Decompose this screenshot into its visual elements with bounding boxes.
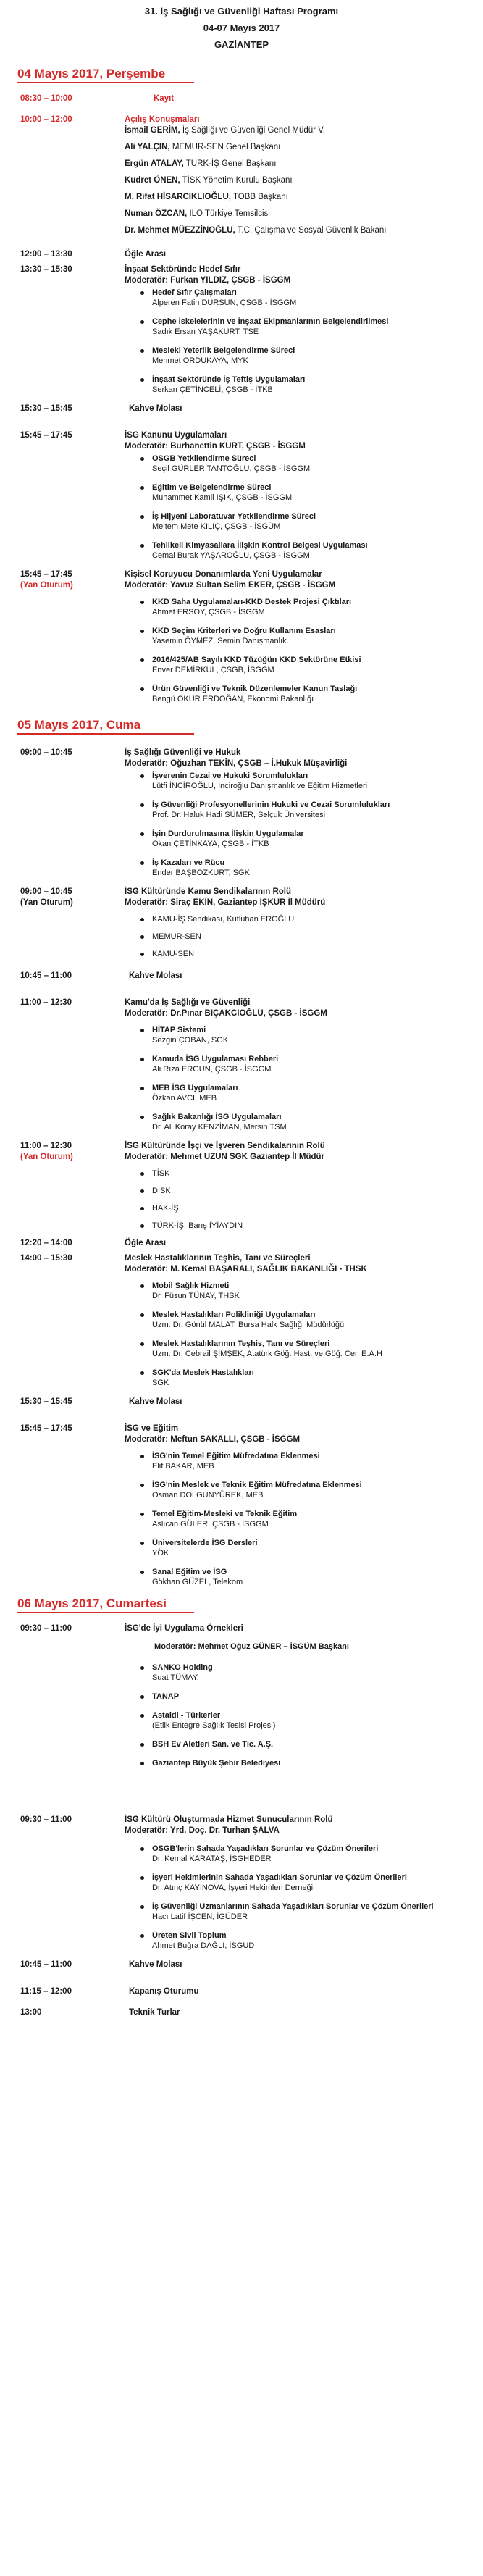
talk-speaker: Gökhan GÜZEL, Telekom xyxy=(152,1578,243,1586)
entry-title: İSG Kanunu Uygulamaları xyxy=(125,431,227,440)
talk-title: MEB İSG Uygulamaları xyxy=(152,1084,238,1092)
talk-speaker: Uzm. Dr. Cebrail ŞİMŞEK, Atatürk Göğ. Hast. ve Göğ. Cer. E.A.H xyxy=(152,1350,382,1358)
talk-title: İş Kazaları ve Rücu xyxy=(152,858,225,867)
entry-title: Kapanış Oturumu xyxy=(129,1987,199,1996)
entry-time: 15:30 – 15:45 xyxy=(20,404,72,413)
talk-list xyxy=(125,1281,469,1388)
talk-item xyxy=(152,1083,469,1103)
schedule-entry xyxy=(20,1141,483,1238)
speaker-name: M. Rifat HİSARCIKLIOĞLU, xyxy=(125,193,231,201)
talk-title: BSH Ev Aletleri San. ve Tic. A.Ş. xyxy=(152,1740,274,1749)
talk-title: Kamuda İSG Uygulaması Rehberi xyxy=(152,1055,279,1063)
talk-item xyxy=(152,771,469,791)
schedule-entry xyxy=(20,569,483,713)
talk-speaker: Elif BAKAR, MEB xyxy=(152,1462,214,1471)
talk-item xyxy=(152,626,469,646)
talk-item: MEMUR-SEN xyxy=(152,932,469,942)
opening-speaker xyxy=(125,125,469,136)
program-city: GAZİANTEP xyxy=(214,39,269,50)
entry-title: Öğle Arası xyxy=(125,1239,167,1247)
speaker-role: MEMUR-SEN Genel Başkanı xyxy=(169,143,281,151)
talk-item xyxy=(152,1281,469,1301)
talk-speaker: Ahmet ERSOY, ÇSGB - İSGGM xyxy=(152,608,265,616)
talk-speaker: Mehmet ORDUKAYA, MYK xyxy=(152,356,248,365)
schedule-entry xyxy=(20,264,483,403)
talk-title: KKD Saha Uygulamaları-KKD Destek Projesi Çıktıları xyxy=(152,598,352,606)
talk-speaker: Enver DEMİRKUL, ÇSGB, İSGGM xyxy=(152,666,274,674)
entry-title: İSG'de İyi Uygulama Örnekleri xyxy=(125,1624,243,1633)
entry-title: İSG ve Eğitim xyxy=(125,1424,179,1433)
entry-title: İnşaat Sektöründe Hedef Sıfır xyxy=(125,265,241,274)
entry-title: Açılış Konuşmaları xyxy=(125,115,200,124)
entry-time: 09:00 – 10:45 xyxy=(20,748,72,757)
talk-title: Ürün Güvenliği ve Teknik Düzenlemeler Kanun Taslağı xyxy=(152,685,358,693)
talk-item xyxy=(152,1567,469,1587)
talk-speaker: Ahmet Buğra DAĞLI, İSGUD xyxy=(152,1941,255,1950)
talk-speaker: Sezgin ÇOBAN, SGK xyxy=(152,1036,229,1045)
side-session-note: (Yan Oturum) xyxy=(20,1153,73,1161)
entry-title: Kişisel Koruyucu Donanımlarda Yeni Uygulamalar xyxy=(125,570,322,579)
side-session-note: (Yan Oturum) xyxy=(20,898,73,907)
entry-time: 15:30 – 15:45 xyxy=(20,1397,72,1406)
talk-item xyxy=(152,288,469,308)
talk-title: Üreten Sivil Toplum xyxy=(152,1931,227,1940)
schedule-entry xyxy=(20,430,483,569)
talk-speaker: Okan ÇETİNKAYA, ÇSGB - İTKB xyxy=(152,840,269,848)
talk-item xyxy=(152,1758,469,1768)
talk-title: KKD Seçim Kriterleri ve Doğru Kullanım Esasları xyxy=(152,627,336,635)
talk-title: İşin Durdurulmasına İlişkin Uygulamalar xyxy=(152,829,304,838)
side-session-note: (Yan Oturum) xyxy=(20,581,73,590)
talk-speaker: Ender BAŞBOZKURT, SGK xyxy=(152,869,250,877)
schedule-entry xyxy=(20,2007,483,2018)
day2-heading: 05 Mayıs 2017, Cuma xyxy=(17,717,194,735)
talk-title: TANAP xyxy=(152,1692,180,1701)
entry-title: Kayıt xyxy=(154,94,175,103)
schedule-entry xyxy=(20,1423,483,1596)
talk-item: HAK-İŞ xyxy=(152,1203,469,1213)
talk-list xyxy=(125,1451,469,1587)
moderator: Moderatör: Meftun SAKALLI, ÇSGB - İSGGM xyxy=(125,1435,301,1444)
talk-item: KAMU-İŞ Sendikası, Kutluhan EROĞLU xyxy=(152,914,469,924)
talk-speaker: Özkan AVCI, MEB xyxy=(152,1094,217,1103)
program-dates: 04-07 Mayıs 2017 xyxy=(203,22,280,33)
talk-list xyxy=(125,771,469,878)
entry-title: Kamu'da İş Sağlığı ve Güvenliği xyxy=(125,998,251,1007)
talk-item xyxy=(152,482,469,503)
talk-speaker: Prof. Dr. Haluk Hadi SÜMER, Selçuk Üniversitesi xyxy=(152,811,326,819)
speaker-role: İş Sağlığı ve Güvenliği Genel Müdür V. xyxy=(180,126,325,135)
entry-time: 10:00 – 12:00 xyxy=(20,115,72,124)
entry-time: 15:45 – 17:45 xyxy=(20,1424,72,1433)
talk-title: İSG'nin Temel Eğitim Müfredatına Eklenmesi xyxy=(152,1452,320,1460)
schedule-entry xyxy=(20,1253,483,1397)
speaker-name: Dr. Mehmet MÜEZZİNOĞLU, xyxy=(125,226,235,235)
talk-item xyxy=(152,1368,469,1388)
talk-item xyxy=(152,655,469,675)
schedule-entry xyxy=(20,93,483,104)
moderator: Moderatör: Furkan YILDIZ, ÇSGB - İSGGM xyxy=(125,276,291,285)
talk-title: OSGB Yetkilendirme Süreci xyxy=(152,454,256,463)
entry-time: 13:00 xyxy=(20,2008,42,2017)
entry-time: 09:30 – 11:00 xyxy=(20,1815,72,1824)
schedule-entry xyxy=(20,1623,483,1634)
entry-title: İSG Kültüründe İşçi ve İşveren Sendikalarının Rolü xyxy=(125,1142,325,1150)
talk-item xyxy=(152,1844,469,1864)
talk-item xyxy=(152,1710,469,1731)
talk-speaker: (Etlik Entegre Sağlık Tesisi Projesi) xyxy=(152,1721,276,1730)
talk-title: İş Güvenliği Profesyonellerinin Hukuki ve Cezai Sorumlulukları xyxy=(152,800,390,809)
talk-item xyxy=(152,1310,469,1330)
opening-speaker xyxy=(125,142,469,153)
schedule-entry xyxy=(20,249,483,260)
schedule-entry-items xyxy=(20,1652,483,1777)
schedule-entry xyxy=(20,1815,483,1960)
opening-speaker xyxy=(125,225,469,236)
entry-time: 15:45 – 17:45 xyxy=(20,570,72,579)
speaker-role: TÜRK-İŞ Genel Başkanı xyxy=(183,159,277,168)
talk-title: SGK'da Meslek Hastalıkları xyxy=(152,1368,254,1377)
talk-speaker: Suat TÜMAY, xyxy=(152,1673,199,1682)
talk-item xyxy=(152,800,469,820)
talk-title: Mobil Sağlık Hizmeti xyxy=(152,1281,230,1290)
talk-title: İş Hijyeni Laboratuvar Yetkilendirme Süreci xyxy=(152,512,316,521)
talk-list xyxy=(125,1025,469,1132)
moderator: Moderatör: Dr.Pınar BIÇAKCIOĞLU, ÇSGB - İSGGM xyxy=(125,1009,327,1018)
talk-title: OSGB'lerin Sahada Yaşadıkları Sorunlar ve Çözüm Önerileri xyxy=(152,1844,379,1853)
day1-heading: 04 Mayıs 2017, Perşembe xyxy=(17,66,194,83)
speaker-name: İsmail GERİM, xyxy=(125,126,180,135)
moderator: Moderatör: Oğuzhan TEKİN, ÇSGB – İ.Hukuk Müşavirliği xyxy=(125,759,348,768)
talk-item xyxy=(152,1739,469,1749)
talk-title: İşyeri Hekimlerinin Sahada Yaşadıkları Sorunlar ve Çözüm Önerileri xyxy=(152,1873,407,1882)
opening-speaker xyxy=(125,209,469,219)
talk-title: Tehlikeli Kimyasallara İlişkin Kontrol Belgesi Uygulaması xyxy=(152,541,368,550)
talk-item xyxy=(152,1691,469,1702)
talk-speaker: Ali Rıza ERGUN, ÇSGB - İSGGM xyxy=(152,1065,272,1074)
talk-title: Meslek Hastalıkları Polikliniği Uygulamaları xyxy=(152,1310,316,1319)
opening-speaker xyxy=(125,192,469,203)
entry-time: 11:00 – 12:30 xyxy=(20,1142,72,1150)
entry-title: Kahve Molası xyxy=(129,971,182,980)
entry-title: Teknik Turlar xyxy=(129,2008,180,2017)
talk-speaker: Dr. Füsun TÜNAY, THSK xyxy=(152,1292,240,1300)
speaker-role: TOBB Başkanı xyxy=(230,193,288,201)
talk-speaker: Yasemin ÖYMEZ, Semin Danışmanlık. xyxy=(152,637,289,645)
talk-speaker: Aslıcan GÜLER, ÇSGB - İSGGM xyxy=(152,1520,269,1529)
talk-speaker: Hacı Latif İŞCEN, İGÜDER xyxy=(152,1912,248,1921)
talk-list xyxy=(125,597,469,704)
moderator: Moderatör: Siraç EKİN, Gaziantep İŞKUR İl Müdürü xyxy=(125,898,326,907)
talk-title: İSG'nin Meslek ve Teknik Eğitim Müfredatına Eklenmesi xyxy=(152,1481,362,1489)
talk-title: Sağlık Bakanlığı İSG Uygulamaları xyxy=(152,1113,282,1121)
talk-item xyxy=(152,540,469,561)
talk-item xyxy=(152,1054,469,1074)
talk-title: Mesleki Yeterlik Belgelendirme Süreci xyxy=(152,346,295,355)
talk-speaker: Bengü OKUR ERDOĞAN, Ekonomi Bakanlığı xyxy=(152,695,314,703)
talk-speaker: Sadık Ersan YAŞAKURT, TSE xyxy=(152,327,259,336)
talk-title: İşverenin Cezai ve Hukuki Sorumlulukları xyxy=(152,771,308,780)
moderator: Moderatör: Yavuz Sultan Selim EKER, ÇSGB - İSGGM xyxy=(125,581,336,590)
talk-speaker: Cemal Burak YAŞAROĞLU, ÇSGB - İSGGM xyxy=(152,551,310,560)
day3-heading: 06 Mayıs 2017, Cumartesi xyxy=(17,1596,194,1613)
talk-title: Meslek Hastalıklarının Teşhis, Tanı ve Süreçleri xyxy=(152,1339,330,1348)
entry-time: 15:45 – 17:45 xyxy=(20,431,72,440)
speaker-list xyxy=(20,125,483,242)
entry-title: Kahve Molası xyxy=(129,404,182,413)
talk-item xyxy=(152,346,469,366)
speaker-role: T.C. Çalışma ve Sosyal Güvenlik Bakanı xyxy=(235,226,387,235)
schedule-entry xyxy=(20,1238,483,1249)
talk-item xyxy=(152,1480,469,1500)
speaker-name: Ergün ATALAY, xyxy=(125,159,184,168)
schedule-entry xyxy=(20,1397,483,1408)
entry-time: 11:15 – 12:00 xyxy=(20,1987,72,1996)
talk-speaker: Dr. Ali Koray KENZİMAN, Mersin TSM xyxy=(152,1123,287,1132)
schedule-entry xyxy=(20,887,483,966)
entry-time: 14:00 – 15:30 xyxy=(20,1254,72,1263)
entry-title: Kahve Molası xyxy=(129,1960,182,1969)
talk-title: 2016/425/AB Sayılı KKD Tüzüğün KKD Sektörüne Etkisi xyxy=(152,656,361,664)
moderator: Moderatör: Yrd. Doç. Dr. Turhan ŞALVA xyxy=(125,1826,280,1835)
talk-item xyxy=(152,1873,469,1893)
moderator: Moderatör: M. Kemal BAŞARALI, SAĞLIK BAKANLIĞI - THSK xyxy=(125,1265,367,1274)
entry-title: İş Sağlığı Güvenliği ve Hukuk xyxy=(125,748,241,757)
talk-item xyxy=(152,597,469,617)
talk-item xyxy=(152,375,469,395)
talk-title: Cephe İskelelerinin ve İnşaat Ekipmanlarının Belgelendirilmesi xyxy=(152,317,389,326)
talk-list xyxy=(125,453,469,561)
talk-title: HİTAP Sistemi xyxy=(152,1026,206,1034)
talk-title: Temel Eğitim-Mesleki ve Teknik Eğitim xyxy=(152,1510,298,1518)
talk-title: İnşaat Sektöründe İş Teftiş Uygulamaları xyxy=(152,375,306,384)
entry-time: 13:30 – 15:30 xyxy=(20,265,72,274)
schedule-entry xyxy=(20,971,483,982)
speaker-role: ILO Türkiye Temsilcisi xyxy=(187,209,270,218)
talk-item: DİSK xyxy=(152,1186,469,1196)
moderator: Moderatör: Mehmet Oğuz GÜNER – İSGÜM Başkanı xyxy=(154,1642,349,1651)
talk-title: Üniversitelerde İSG Dersleri xyxy=(152,1539,258,1547)
program-title: 31. İş Sağlığı ve Güvenliği Haftası Programı xyxy=(144,6,339,17)
talk-list xyxy=(125,1844,469,1951)
talk-item xyxy=(152,453,469,474)
talk-item xyxy=(152,1663,469,1683)
talk-item: TÜRK-İŞ, Barış İYİAYDIN xyxy=(152,1221,469,1231)
talk-item xyxy=(152,1025,469,1045)
entry-time: 09:00 – 10:45 xyxy=(20,887,72,896)
talk-item: KAMU-SEN xyxy=(152,949,469,959)
speaker-name: Kudret ÖNEN, xyxy=(125,176,180,185)
entry-title: Öğle Arası xyxy=(125,250,167,259)
entry-title: İSG Kültüründe Kamu Sendikalarının Rolü xyxy=(125,887,292,896)
speaker-name: Numan ÖZCAN, xyxy=(125,209,188,218)
opening-speaker xyxy=(125,175,469,186)
talk-title: SANKO Holding xyxy=(152,1663,213,1672)
schedule-entry xyxy=(20,403,483,414)
talk-speaker: Alperen Fatih DURSUN, ÇSGB - İSGGM xyxy=(152,298,297,307)
schedule-entry xyxy=(20,114,483,125)
entry-time: 10:45 – 11:00 xyxy=(20,971,72,980)
talk-item xyxy=(152,317,469,337)
entry-time: 12:00 – 13:30 xyxy=(20,250,72,259)
talk-title: Astaldi - Türkerler xyxy=(152,1711,221,1720)
talk-item xyxy=(152,1339,469,1359)
entry-time: 12:20 – 14:00 xyxy=(20,1239,72,1247)
talk-item: TİSK xyxy=(152,1168,469,1179)
talk-speaker: YÖK xyxy=(152,1549,169,1557)
talk-speaker: Serkan ÇETİNCELİ, ÇSGB - İTKB xyxy=(152,385,273,394)
talk-list xyxy=(125,1663,469,1768)
talk-item xyxy=(152,1451,469,1471)
talk-list xyxy=(125,288,469,395)
schedule-entry xyxy=(20,998,483,1141)
org-list xyxy=(125,1168,469,1231)
entry-title: Kahve Molası xyxy=(129,1397,182,1406)
talk-title: Hedef Sıfır Çalışmaları xyxy=(152,288,237,297)
schedule-entry xyxy=(20,1960,483,1970)
talk-title: Gaziantep Büyük Şehir Belediyesi xyxy=(152,1759,281,1768)
talk-title: Sanal Eğitim ve İSG xyxy=(152,1568,227,1576)
talk-speaker: Lütfi İNCİROĞLU, İnciroğlu Danışmanlık ve Eğitim Hizmetleri xyxy=(152,782,368,790)
opening-speaker xyxy=(125,159,469,170)
org-list xyxy=(125,914,469,959)
talk-speaker: Seçil GÜRLER TANTOĞLU, ÇSGB - İSGGM xyxy=(152,464,311,473)
talk-speaker: Dr. Atınç KAYINOVA, İşyeri Hekimleri Derneği xyxy=(152,1883,314,1892)
talk-speaker: Osman DOLGUNYÜREK, MEB xyxy=(152,1491,264,1500)
talk-item xyxy=(152,511,469,532)
talk-speaker: Uzm. Dr. Gönül MALAT, Bursa Halk Sağlığı Müdürlüğü xyxy=(152,1321,345,1329)
entry-time: 09:30 – 11:00 xyxy=(20,1624,72,1633)
entry-title: Meslek Hastalıklarının Teşhis, Tanı ve Süreçleri xyxy=(125,1254,311,1263)
talk-item xyxy=(152,1902,469,1922)
moderator: Moderatör: Mehmet UZUN SGK Gaziantep İl Müdür xyxy=(125,1153,325,1161)
speaker-role: TİSK Yönetim Kurulu Başkanı xyxy=(180,176,293,185)
schedule-entry xyxy=(20,1986,483,1997)
talk-speaker: Dr. Kemal KARATAŞ, İSGHEDER xyxy=(152,1854,272,1863)
moderator: Moderatör: Burhanettin KURT, ÇSGB - İSGGM xyxy=(125,442,306,451)
schedule-entry xyxy=(20,748,483,887)
entry-time: 10:45 – 11:00 xyxy=(20,1960,72,1969)
talk-title: Eğitim ve Belgelendirme Süreci xyxy=(152,483,272,492)
talk-speaker: Meltem Mete KILIÇ, ÇSGB - İSGÜM xyxy=(152,522,281,531)
talk-item xyxy=(152,1112,469,1132)
entry-time: 11:00 – 12:30 xyxy=(20,998,72,1007)
talk-item xyxy=(152,1931,469,1951)
entry-title: İSG Kültürü Oluşturmada Hizmet Sunucularının Rolü xyxy=(125,1815,333,1824)
talk-title: İş Güvenliği Uzmanlarının Sahada Yaşadıkları Sorunlar ve Çözüm Önerileri xyxy=(152,1902,434,1911)
talk-speaker: Muhammet Kamil IŞIK, ÇSGB - İSGGM xyxy=(152,493,293,502)
talk-item xyxy=(152,829,469,849)
talk-item xyxy=(152,1509,469,1529)
talk-speaker: SGK xyxy=(152,1379,169,1387)
talk-item xyxy=(152,858,469,878)
speaker-name: Ali YALÇIN, xyxy=(125,143,170,151)
talk-item xyxy=(152,1538,469,1558)
talk-item xyxy=(152,684,469,704)
entry-time: 08:30 – 10:00 xyxy=(20,94,72,103)
